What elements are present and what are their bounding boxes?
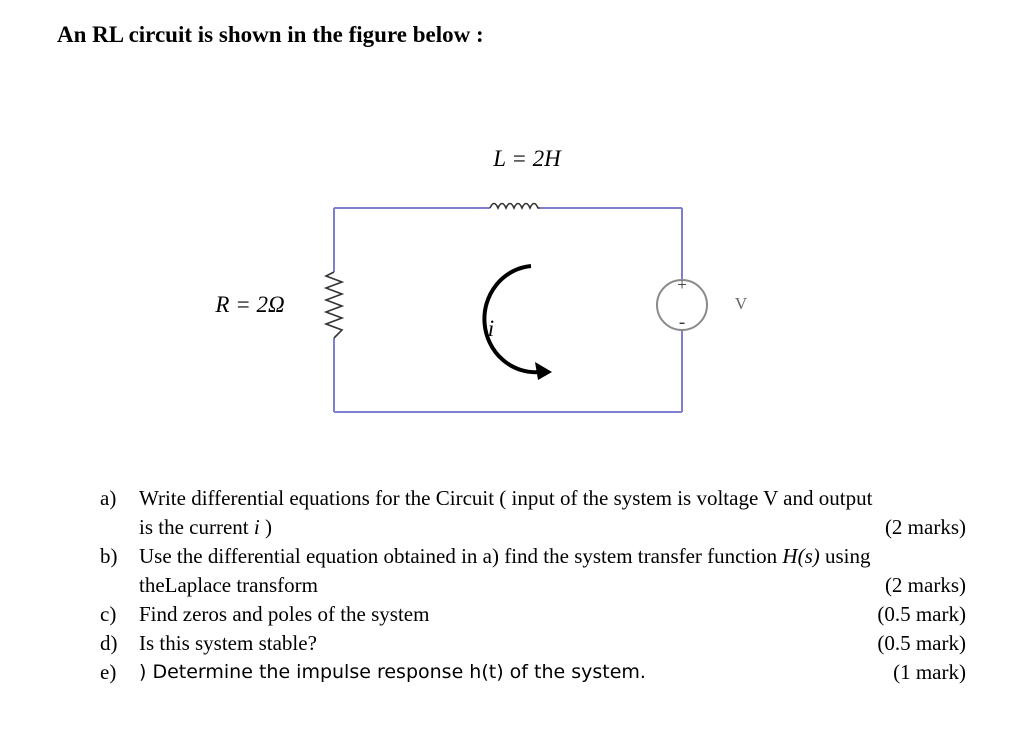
question-marks: (0.5 mark) <box>877 631 966 655</box>
question-text: Write differential equations for the Circuit ( input of the system is voltage V and output <box>139 486 873 510</box>
question-marks: (2 marks) <box>884 573 966 597</box>
question-letter: c) <box>100 602 117 626</box>
resistor-label: R = 2Ω <box>215 292 285 317</box>
question-text-part: Use the differential equation obtained in a) find the system transfer function <box>139 544 783 568</box>
current-arrowhead <box>535 362 552 380</box>
question-text: ) Determine the impulse response h(t) of the system. <box>139 661 646 683</box>
circuit-wires <box>334 208 682 412</box>
page-heading: An RL circuit is shown in the figure below : <box>57 22 484 47</box>
question-marks: (1 mark) <box>893 660 966 684</box>
question-text-part: using <box>819 544 871 568</box>
source-plus-sign: + <box>677 275 687 294</box>
question-marks: (2 marks) <box>884 515 966 539</box>
inductor-coil <box>490 204 540 209</box>
question-text-continued <box>139 513 272 542</box>
question-text: Is this system stable? <box>139 631 317 655</box>
question-text-continued: theLaplace transform <box>139 573 318 597</box>
question-text: Find zeros and poles of the system <box>139 602 430 626</box>
resistor-zigzag <box>326 272 342 338</box>
current-label: i <box>487 316 495 341</box>
inductor-label: L = 2H <box>493 146 561 171</box>
question-marks: (0.5 mark) <box>877 602 966 626</box>
question-text-part: ) <box>259 515 272 539</box>
question-letter: b) <box>100 544 118 568</box>
source-minus-sign: - <box>678 312 686 333</box>
question-letter: d) <box>100 631 118 655</box>
question-letter: a) <box>100 486 117 510</box>
question-text <box>139 542 871 571</box>
source-label: V <box>734 294 748 313</box>
question-text-part: is the current <box>139 515 254 539</box>
question-letter: e) <box>100 660 117 684</box>
current-variable: i <box>253 515 260 539</box>
transfer-function-variable: H(s) <box>782 544 820 568</box>
